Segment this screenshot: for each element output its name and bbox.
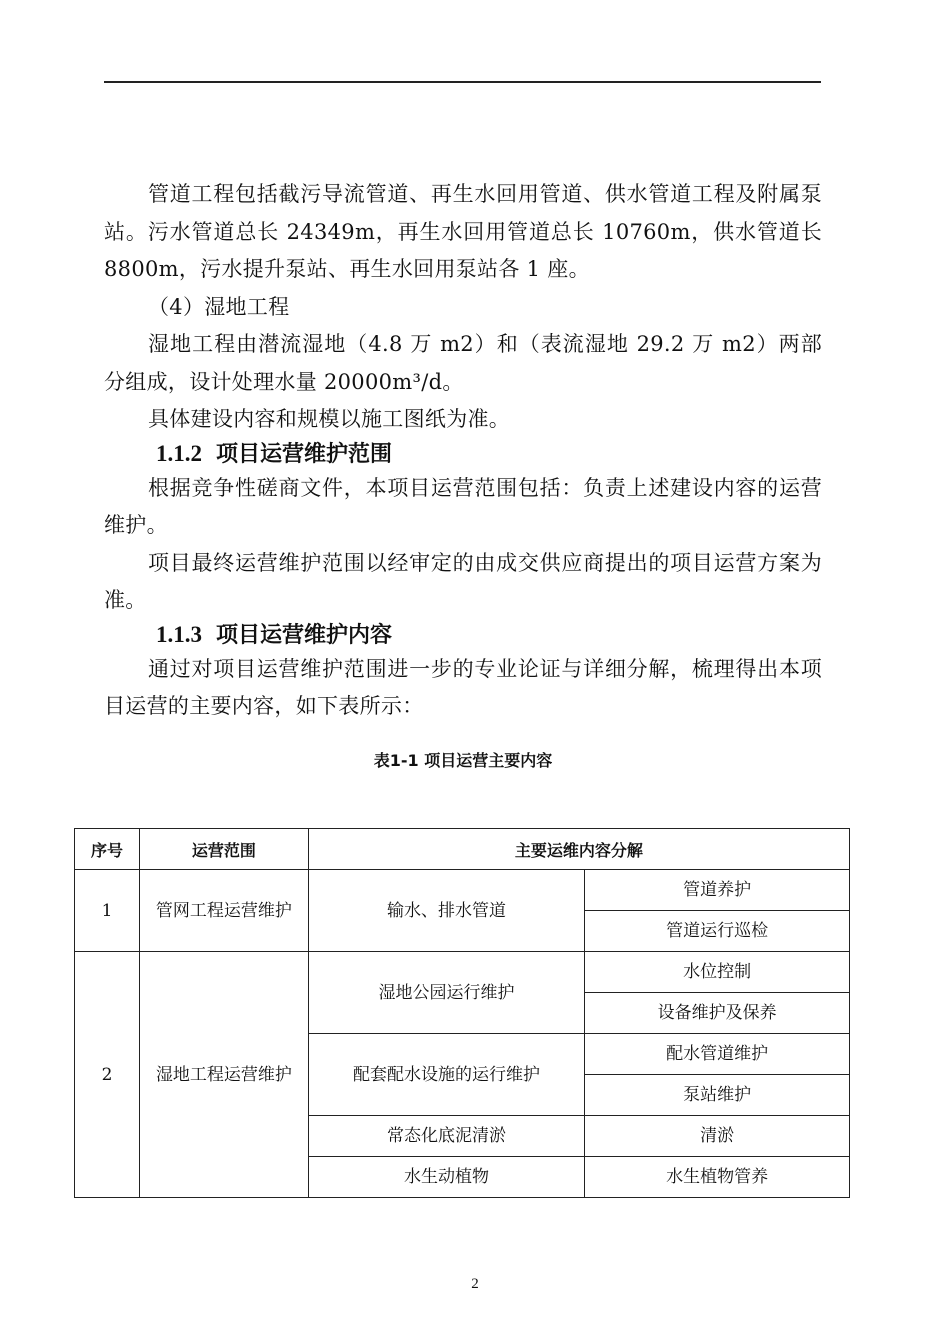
row-scope: 湿地工程运营维护 xyxy=(139,952,308,1198)
section-number: 1.1.2 xyxy=(156,440,202,466)
row-scope: 管网工程运营维护 xyxy=(139,870,308,952)
page-number: 2 xyxy=(471,1276,479,1292)
header-cell: 运营范围 xyxy=(139,829,308,870)
row-item: 输水、排水管道 xyxy=(308,870,585,952)
table-header-row xyxy=(75,829,850,870)
paragraph-content-intro: 通过对项目运营维护范围进一步的专业论证与详细分解，梳理得出本项目运营的主要内容，如下表所示： xyxy=(104,656,822,718)
paragraph-wetland-heading: （4）湿地工程 xyxy=(148,294,290,319)
row-detail: 配水管道维护 xyxy=(585,1034,850,1075)
row-detail: 泵站维护 xyxy=(585,1075,850,1116)
section-heading-scope xyxy=(104,439,822,470)
table-row xyxy=(75,870,850,911)
table-caption: 表1-1 项目运营主要内容 xyxy=(373,750,553,770)
row-item: 湿地公园运行维护 xyxy=(308,952,585,1034)
paragraph-scope-2: 项目最终运营维护范围以经审定的由成交供应商提出的项目运营方案为准。 xyxy=(104,550,822,612)
section-heading-content xyxy=(104,620,822,651)
section-title: 项目运营维护范围 xyxy=(216,441,393,467)
paragraph-pipeline: 管道工程包括截污导流管道、再生水回用管道、供水管道工程及附属泵站。污水管道总长 24349m，再生水回用管道总长 10760m，供水管道长 8800m，污水提升泵站、再生水回用泵站各 1 座。 xyxy=(104,182,822,281)
row-number: 2 xyxy=(75,952,140,1198)
operations-table xyxy=(74,828,850,1198)
paragraph-scope-1: 根据竞争性磋商文件，本项目运营范围包括：负责上述建设内容的运营维护。 xyxy=(104,475,822,537)
row-item: 配套配水设施的运行维护 xyxy=(308,1034,585,1116)
row-detail: 设备维护及保养 xyxy=(585,993,850,1034)
table-row xyxy=(75,952,850,993)
section-number: 1.1.3 xyxy=(156,621,202,647)
header-rule xyxy=(104,81,821,83)
row-number: 1 xyxy=(75,870,140,952)
section-title: 项目运营维护内容 xyxy=(216,622,393,648)
paragraph-wetland: 湿地工程由潜流湿地（4.8 万 m2）和（表流湿地 29.2 万 m2）两部分组成，设计处理水量 20000m³/d。 xyxy=(104,332,822,394)
row-detail: 水生植物管养 xyxy=(585,1157,850,1198)
header-cell: 主要运维内容分解 xyxy=(308,829,849,870)
header-cell: 序号 xyxy=(75,829,140,870)
document-body xyxy=(104,176,822,785)
row-detail: 清淤 xyxy=(585,1116,850,1157)
row-detail: 管道养护 xyxy=(585,870,850,911)
row-detail: 管道运行巡检 xyxy=(585,911,850,952)
paragraph-scale-note: 具体建设内容和规模以施工图纸为准。 xyxy=(148,407,511,431)
row-detail: 水位控制 xyxy=(585,952,850,993)
row-item: 水生动植物 xyxy=(308,1157,585,1198)
row-item: 常态化底泥清淤 xyxy=(308,1116,585,1157)
